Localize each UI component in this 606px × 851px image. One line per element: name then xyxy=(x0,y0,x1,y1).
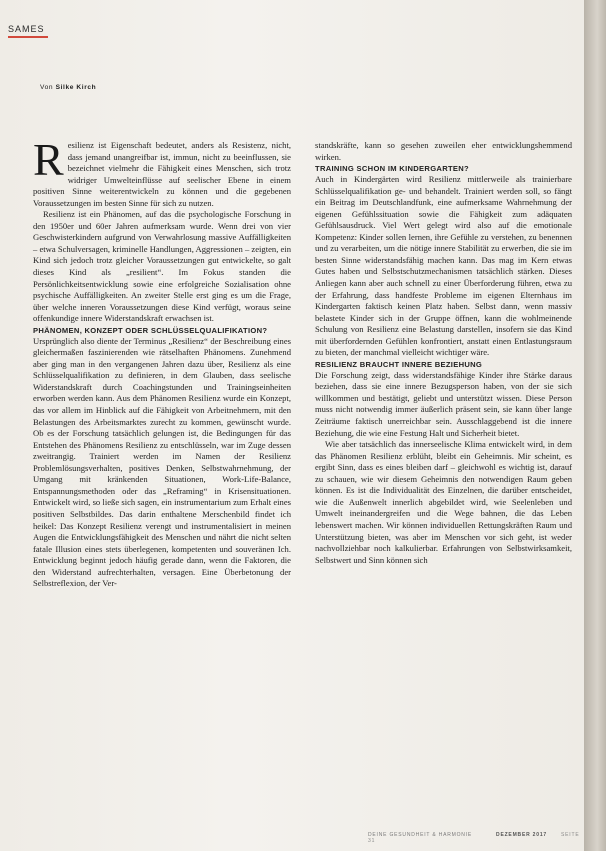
footer-date: DEZEMBER 2017 xyxy=(496,832,547,838)
paragraph: Wie aber tatsächlich das innerseelische Klima entwickelt wird, in dem das Phänomen Resilienz erblüht, bleibt ein Geheimnis. Mir scheint, es ergibt Sinn, dass es eines bleiben darf – gleichwohl es wichtig ist, darauf zu schauen, wie wir diesem Geheimnis den notwendigen Raum geben können. Es ist die Individualität des Einzelnen, die darüber entscheidet, wie die Außenwelt innerlich abgebildet wird, wie Seelenleben und Umwelt ineinandergreifen und die Wege bahnen, die das Leben lebenswert machen. Wir können individuellen Rettungskräften Raum und Unterstützung bieten, was aber im Menschen vor sich geht, ist weder nachvollziehbar noch kalkulierbar. Erfahrungen von Selbstwirksamkeit, Selbstwert und Sinn können sich xyxy=(315,439,572,565)
byline xyxy=(40,84,96,91)
paragraph: Ursprünglich also diente der Terminus „Resilienz“ der Beschreibung eines gleichermaßen faszinierenden wie rätselhaften Phänomens. Zunehmend aber ging man in den vergangenen Jahren dazu über, Resilienz als eine Schlüsselqualifikation zu definieren, in dem Glauben, dass seelische Widerstandskraft durch Coachingstunden und Trainingseinheiten erworben werden kann. Aus dem Phänomen Resilienz wurde ein Konzept, das vor allem im Hinblick auf die Fähigkeit von Arbeitnehmern, mit den Belastungen des Arbeitsmarktes zurecht zu kommen, gewünscht wurde. Ob es der Forschung tatsächlich gelungen ist, die Bedingungen für das Entstehen des Phänomens Resilienz zu entschlüsseln, war im Zuge dessen zweitrangig. Trainiert werden im Namen der Resilienz Problemlösungsverhalten, positives Denken, Selbstwahrnehmung, der Umgang mit kränkenden Situationen, Work-Life-Balance, Entspannungsmethoden oder das „Reframing“ in Krisensituationen. Entwickelt wird, so ließe sich sagen, ein instrumentarium zum Erhalt eines positiven Selbstbildes. Das darin enthaltene Merschenbild findet ich heikel: Das Konzept Resilienz verengt und instrumentalisiert in meinen Augen die Entwicklungsfähigkeit des Menschen und nährt die nicht selten fatale Illusion eines stets überlegenen, kompetenten und souveränen Ich. Entwicklung beginnt jedoch häufig gerade dann, wenn die Faktoren, die den Widerstand aufrechterhalten, versagen. Eine Überbetonung der Selbstreflexion, der Ver- xyxy=(33,335,291,589)
intro-text: esilienz ist Eigenschaft bedeutet, anders als Resistenz, nicht, dass jemand unangreifbar ist, immun, nicht zu beeinflussen, sie bezeichnet vielmehr die Fähigkeit eines Menschen, sich trotz widriger Umwelteinflüsse auf seelischer Ebene in einem positiven Sinne weiterentwickeln zu können und die gegebenen Voraussetzungen im besten Sinne für sich zu nutzen. xyxy=(33,140,291,208)
left-column xyxy=(33,134,291,590)
paragraph: standskräfte, kann so gesehen zuweilen eher entwicklungshemmend wirken. xyxy=(315,140,572,162)
subheading: TRAINING SCHON IM KINDERGARTEN? xyxy=(315,164,469,174)
page-edge xyxy=(584,0,606,851)
byline-prefix: Von xyxy=(40,84,56,91)
section-accent-line xyxy=(8,36,48,38)
subheading: RESILIENZ BRAUCHT INNERE BEZIEHUNG xyxy=(315,359,483,369)
paragraph: Die Forschung zeigt, dass widerstandsfähige Kinder ihre Stärke daraus beziehen, dass sie eine innere Bezugsperson haben, von der sie sich willkommen und bestätigt, geliebt und unterstützt wissen. Diese Person muss nicht notwendig immer äußerlich präsent sein, sie kann über lange Zeiträume faktisch unerreichbar sein. Ausschlaggebend ist die innere Beziehung, die wie eine Festung Halt und Sicherheit bietet. xyxy=(315,369,572,438)
footer-page-number: SEITE 31 xyxy=(368,832,580,844)
drop-cap: R xyxy=(33,134,64,185)
section-label: SAMES xyxy=(8,24,45,34)
footer-magazine: DEINE GESUNDHEIT & HARMONIE xyxy=(368,832,473,838)
author-name: Silke Kirch xyxy=(55,84,97,91)
paragraph: Auch in Kindergärten wird Resilienz mittlerweile als trainierbare Schlüsselqualifikation ge- und behandelt. Trainiert werden soll, so fängt ein Beitrag im Deutschlandfunk, eine aufmerksame Wahrnehmung der eigenen Gefühlssituation sowie die Fähigkeit zum adäquaten Gefühlsausdruck. Viel Wert gelegt wird also auf die emotionale Kompetenz: Kinder sollen lernen, ihre Gefühle zu verstehen, zu benennen und zu verarbeiten, um die nötige innere Stabilität zu erwerben, die sie im besten Sinne widerstandsfähig machen kann. Das mag im Kern etwas Gutes haben und Selbstschutzmechanismen tatsächlich stärken. Dieses Anliegen kann aber auch schnell zu einer Überforderung führen, etwa zu der Erfahrung, dass handfeste Probleme im eigenen Elternhaus im Kindergarten faktisch keinen Platz haben. Selbst dann, wenn massiv belastete Kinder sich in der Gruppe öffnen, kann die wohlmeinende Schulung von Resilienz eine Belastung darstellen, insofern sie das Kind mit überfordernden Gefühlen konfrontiert, anstatt einen Entlastungsraum zu bieten, der manchmal vielleicht wichtiger wäre. xyxy=(315,174,572,358)
intro-paragraph xyxy=(33,134,291,209)
right-column xyxy=(315,140,572,566)
page-footer xyxy=(368,832,584,844)
paragraph: Resilienz ist ein Phänomen, auf das die psychologische Forschung in den 1950er und 60er Jahren aufmerksam wurde. Wenn drei von vier Geschwisterkindern aufgrund von Verwahrlosung massive Auffälligkeiten – etwa Schulversagen, kriminelle Handlungen, Aggressionen – zeigten, ein Kind sich jedoch trotz gleicher Voraussetzungen gut entwickelte, so galt dieses Kind als „resilient“. Im Fokus standen die Persönlichkeitsentwicklung sowie eine erfolgreiche Sozialisation ohne psychische Auffälligkeiten. An zweiter Stelle erst ging es um die Frage, über welche inneren Voraussetzungen diese Kind verfügt, woraus seine offenkundige innere Widerstandskraft erwachsen ist. xyxy=(33,209,291,324)
subheading: PHÄNOMEN, KONZEPT ODER SCHLÜSSELQUALIFIKATION? xyxy=(33,325,268,335)
